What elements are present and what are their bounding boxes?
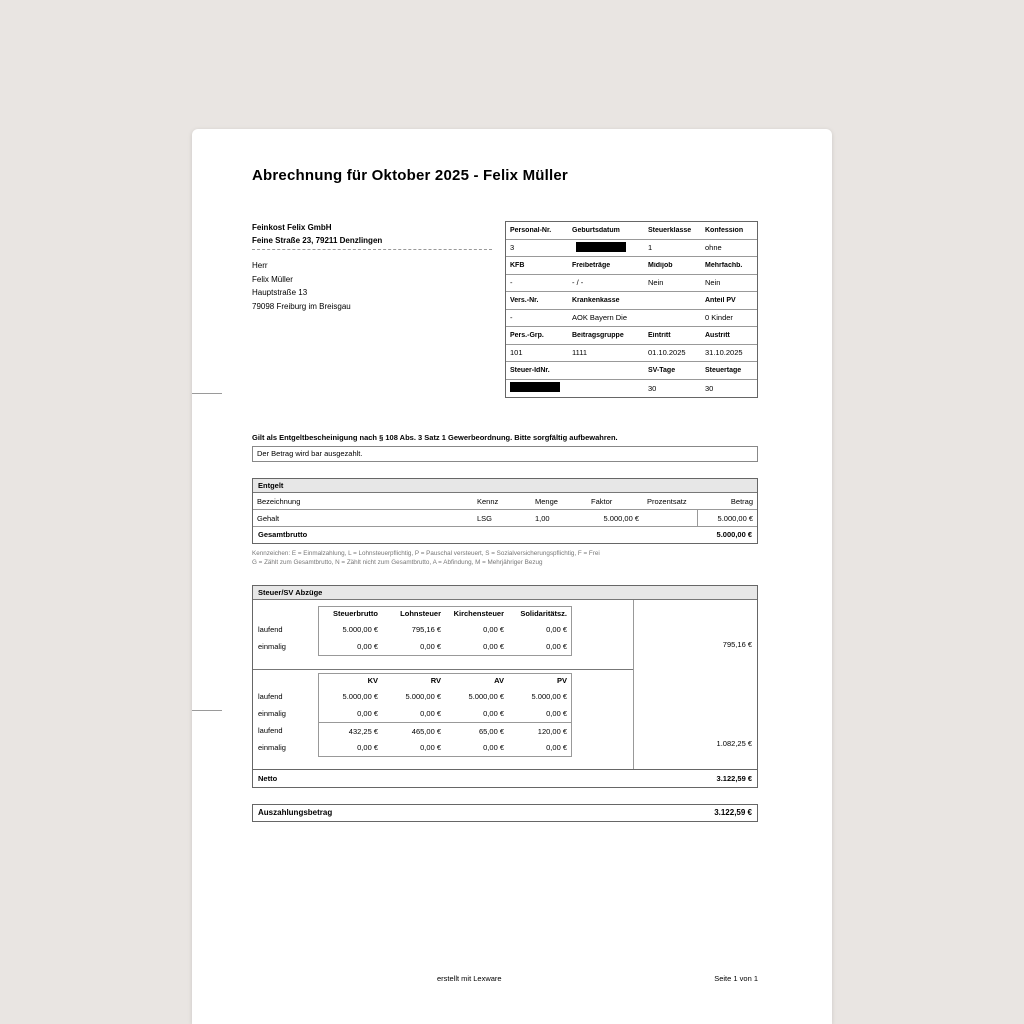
gesamtbrutto-row	[253, 527, 757, 543]
fold-mark-bottom	[192, 710, 222, 711]
label-austritt: Austritt	[705, 331, 730, 339]
cell-faktor: 5.000,00 €	[603, 514, 639, 523]
tax-total: 795,16 €	[722, 640, 752, 649]
value-krankenkasse: AOK Bayern Die	[572, 313, 628, 323]
page-title: Abrechnung für Oktober 2025 - Felix Müller	[252, 167, 568, 184]
sv-row-labels	[253, 673, 318, 757]
sv-cell: 465,00 €	[411, 727, 441, 736]
value-steuertage: 30	[705, 383, 714, 393]
cell-menge: 1,00	[535, 514, 550, 523]
value-konfession: ohne	[705, 243, 722, 253]
value-steuer-idnr	[506, 382, 644, 394]
tax-block	[253, 606, 572, 656]
info-label-row	[506, 222, 757, 240]
netto-label: Netto	[258, 774, 278, 783]
sv-contrib-laufend-row	[319, 722, 571, 739]
sv-cell: 5.000,00 €	[405, 692, 441, 701]
created-with-text: erstellt mit Lexware	[437, 974, 502, 983]
redaction-box	[576, 242, 626, 252]
label-krankenkasse: Krankenkasse	[572, 296, 620, 304]
col-menge: Menge	[535, 496, 558, 506]
employer-address-block	[252, 221, 492, 250]
info-label-row	[506, 362, 757, 380]
horizontal-separator	[253, 669, 633, 670]
sv-cell: 5.000,00 €	[342, 692, 378, 701]
sv-header-row	[319, 674, 571, 688]
tax-cell: 0,00 €	[546, 642, 567, 651]
sv-cell: 0,00 €	[420, 709, 441, 718]
sv-cell: 0,00 €	[483, 709, 504, 718]
abzuege-section-title: Steuer/SV Abzüge	[253, 586, 757, 600]
label-kfb: KFB	[510, 261, 525, 269]
page-footer	[252, 974, 758, 986]
tax-cell: 0,00 €	[483, 642, 504, 651]
label-sv-tage: SV-Tage	[648, 366, 676, 374]
info-label-row	[506, 257, 757, 275]
cell-betrag: 5.000,00 €	[697, 510, 757, 527]
col-solidaritaetsz: Solidaritätsz.	[520, 609, 567, 618]
tax-einmalig-row	[319, 638, 571, 655]
sv-cell: 5.000,00 €	[531, 692, 567, 701]
value-eintritt: 01.10.2025	[648, 348, 686, 358]
sv-basis-laufend-row	[319, 688, 571, 705]
tax-row-labels	[253, 606, 318, 656]
row-label-laufend: laufend	[258, 692, 283, 701]
tax-header-row	[319, 607, 571, 621]
sv-cell: 120,00 €	[537, 727, 567, 736]
recipient-address-block	[252, 259, 351, 313]
row-label-laufend: laufend	[258, 625, 283, 634]
value-anteil-pv: 0 Kinder	[705, 313, 733, 323]
row-label-einmalig: einmalig	[258, 709, 286, 718]
col-betrag: Betrag	[730, 496, 753, 506]
sv-block	[253, 673, 572, 757]
payslip-page	[192, 129, 832, 1024]
col-pv: PV	[556, 676, 567, 685]
value-steuerklasse: 1	[648, 243, 653, 253]
sv-total: 1.082,25 €	[716, 739, 752, 748]
info-value-row	[506, 310, 757, 328]
value-vers-nr: -	[510, 313, 513, 323]
sv-contrib-einmalig-row	[319, 739, 571, 756]
sv-basis-einmalig-row	[319, 705, 571, 722]
sv-cell: 0,00 €	[357, 743, 378, 752]
sv-cell: 0,00 €	[546, 743, 567, 752]
employer-address-line: Feine Straße 23, 79211 Denzlingen	[252, 234, 492, 250]
col-rv: RV	[430, 676, 441, 685]
row-label-einmalig: einmalig	[258, 743, 286, 752]
label-pers-grp: Pers.-Grp.	[510, 331, 544, 339]
col-kv: KV	[367, 676, 378, 685]
label-personal-nr: Personal-Nr.	[510, 226, 552, 234]
sv-cell: 0,00 €	[420, 743, 441, 752]
value-beitragsgruppe: 1111	[572, 348, 588, 358]
gesamtbrutto-label: Gesamtbrutto	[258, 530, 308, 539]
value-personal-nr: 3	[510, 243, 515, 253]
payout-value: 3.122,59 €	[714, 808, 752, 817]
value-midijob: Nein	[648, 278, 664, 288]
row-label-einmalig: einmalig	[258, 642, 286, 651]
value-sv-tage: 30	[648, 383, 657, 393]
payout-box	[252, 804, 758, 822]
label-steuertage: Steuertage	[705, 366, 742, 374]
recipient-street: Hauptstraße 13	[252, 288, 308, 297]
info-value-row	[506, 345, 757, 363]
col-lohnsteuer: Lohnsteuer	[400, 609, 441, 618]
cell-kennz: LSG	[477, 514, 493, 523]
employer-name: Feinkost Felix GmbH	[252, 223, 332, 232]
entgelt-section-title: Entgelt	[253, 479, 757, 493]
kennzeichen-legend	[252, 549, 758, 567]
recipient-name: Felix Müller	[252, 274, 293, 284]
label-geburtsdatum: Geburtsdatum	[572, 226, 620, 234]
sv-cell: 0,00 €	[357, 709, 378, 718]
tax-cell: 0,00 €	[546, 625, 567, 634]
value-geburtsdatum	[568, 242, 644, 254]
payout-label: Auszahlungsbetrag	[258, 808, 333, 817]
tax-cell: 0,00 €	[357, 642, 378, 651]
recipient-salutation: Herr	[252, 261, 268, 270]
label-steuerklasse: Steuerklasse	[648, 226, 692, 234]
certificate-notice: Gilt als Entgeltbescheinigung nach § 108 Abs. 3 Satz 1 Gewerbeordnung. Bitte sorgfältig aufbewahren.	[252, 433, 618, 442]
recipient-city: 79098 Freiburg im Breisgau	[252, 301, 351, 311]
tax-laufend-row	[319, 621, 571, 638]
label-steuer-idnr: Steuer-IdNr.	[510, 366, 550, 374]
entgelt-header-row	[253, 493, 757, 510]
value-pers-grp: 101	[510, 348, 523, 358]
entgelt-data-row	[253, 510, 757, 527]
abzuege-section	[252, 585, 758, 788]
col-prozentsatz: Prozentsatz	[647, 496, 687, 506]
label-mehrfachb: Mehrfachb.	[705, 261, 743, 269]
col-bezeichnung: Bezeichnung	[257, 496, 301, 506]
label-vers-nr: Vers.-Nr.	[510, 296, 539, 304]
legend-line-1: Kennzeichen: E = Einmalzahlung, L = Lohnsteuerpflichtig, P = Pauschal versteuert, S = Sozialversicherungspflichtig, F = Frei	[252, 550, 600, 557]
tax-cell: 0,00 €	[420, 642, 441, 651]
info-value-row	[506, 275, 757, 293]
col-kennz: Kennz	[477, 496, 499, 506]
vertical-divider	[633, 600, 634, 769]
abzuege-body	[253, 600, 757, 769]
value-mehrfachb: Nein	[705, 278, 721, 288]
label-beitragsgruppe: Beitragsgruppe	[572, 331, 624, 339]
col-av: AV	[494, 676, 504, 685]
info-value-row	[506, 240, 757, 258]
sv-cell: 432,25 €	[348, 727, 378, 736]
tax-cell: 5.000,00 €	[342, 625, 378, 634]
personnel-info-table	[505, 221, 758, 398]
value-austritt: 31.10.2025	[705, 348, 743, 358]
label-konfession: Konfession	[705, 226, 744, 234]
label-eintritt: Eintritt	[648, 331, 671, 339]
legend-line-2: G = Zählt zum Gesamtbrutto, N = Zählt nicht zum Gesamtbrutto, A = Abfindung, M = Mehrjähriger Bezug	[252, 559, 543, 566]
label-anteil-pv: Anteil PV	[705, 296, 736, 304]
sv-cell: 0,00 €	[546, 709, 567, 718]
redaction-box	[510, 382, 560, 392]
sv-cell: 0,00 €	[483, 743, 504, 752]
col-kirchensteuer: Kirchensteuer	[453, 609, 504, 618]
sv-cell: 5.000,00 €	[468, 692, 504, 701]
col-steuerbrutto: Steuerbrutto	[333, 609, 378, 618]
payment-note-box: Der Betrag wird bar ausgezahlt.	[252, 446, 758, 462]
netto-value: 3.122,59 €	[716, 774, 752, 783]
row-label-laufend: laufend	[258, 726, 283, 735]
info-label-row	[506, 292, 757, 310]
col-faktor: Faktor	[591, 496, 613, 506]
value-freibetraege: - / -	[572, 278, 584, 288]
value-kfb: -	[510, 278, 513, 288]
fold-mark-top	[192, 393, 222, 394]
entgelt-section	[252, 478, 758, 544]
sv-table	[318, 673, 572, 757]
gesamtbrutto-value: 5.000,00 €	[716, 530, 752, 539]
page-number: Seite 1 von 1	[714, 974, 758, 983]
netto-row	[253, 769, 757, 786]
info-value-row	[506, 380, 757, 398]
label-freibetraege: Freibeträge	[572, 261, 611, 269]
info-label-row	[506, 327, 757, 345]
tax-cell: 0,00 €	[483, 625, 504, 634]
label-midijob: Midijob	[648, 261, 673, 269]
tax-cell: 795,16 €	[411, 625, 441, 634]
sv-cell: 65,00 €	[478, 727, 504, 736]
tax-table	[318, 606, 572, 656]
cell-bezeichnung: Gehalt	[257, 514, 280, 523]
